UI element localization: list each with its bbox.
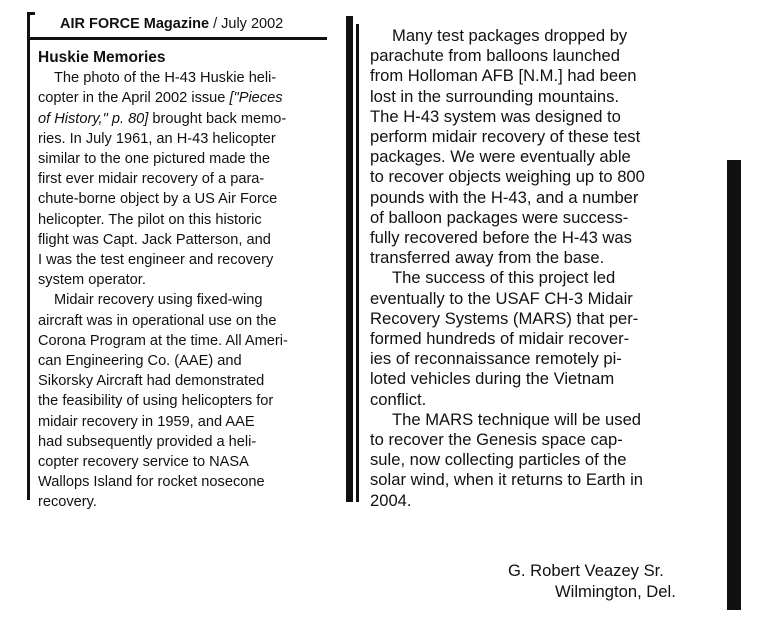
text-line: The MARS technique will be used (392, 409, 642, 429)
text-line: copter in the April 2002 issue ["Pieces (38, 90, 283, 107)
column-divider (346, 16, 353, 502)
text-line: can Engineering Co. (AAE) and (38, 353, 242, 370)
signature-name: G. Robert Veazey Sr. (508, 561, 664, 580)
text-line: midair recovery in 1959, and AAE (38, 413, 255, 430)
text-line: Corona Program at the time. All Ameri- (38, 332, 288, 349)
text-line: of History," p. 80] brought back memo- (38, 110, 287, 127)
text-line: the feasibility of using helicopters for (38, 393, 274, 410)
text-line: recovery. (38, 494, 97, 511)
text-line: Midair recovery using fixed-wing (54, 292, 263, 309)
text-line: from Holloman AFB [N.M.] had been (370, 66, 637, 86)
text-line: lost in the surrounding mountains. (370, 86, 620, 106)
magazine-title: AIR FORCE Magazine (60, 16, 210, 32)
issue-date: / July 2002 (209, 16, 284, 32)
masthead-underline (27, 37, 327, 40)
text-line: to recover objects weighing up to 800 (370, 167, 645, 187)
text-line: flight was Capt. Jack Patterson, and (38, 231, 271, 248)
text-line: pounds with the H-43, and a number (370, 187, 639, 207)
text-line: system operator. (38, 272, 146, 289)
text-line: 2004. (370, 490, 412, 510)
text-line: ries. In July 1961, an H-43 helicopter (38, 130, 276, 147)
text-line: aircraft was in operational use on the (38, 312, 277, 329)
text-line: parachute from balloons launched (370, 46, 620, 66)
text-line: perform midair recovery of these test (370, 127, 641, 147)
text-line: Many test packages dropped by (392, 26, 628, 45)
text-line: had subsequently provided a heli- (38, 433, 257, 450)
citation: of History," p. 80] (38, 110, 149, 127)
letter-column-left (38, 48, 288, 513)
text-line: Wallops Island for rocket nosecone (38, 474, 265, 491)
text-line: fully recovered before the H-43 was (370, 228, 632, 248)
text-line: formed hundreds of midair recover- (370, 329, 630, 349)
clipping-left-border (27, 12, 30, 500)
text-line: copter recovery service to NASA (38, 454, 249, 471)
text-line: packages. We were eventually able (370, 147, 631, 167)
text-line: Recovery Systems (MARS) that per- (370, 308, 639, 328)
text-line: ies of reconnaissance remotely pi- (370, 349, 622, 369)
text-line: conflict. (370, 389, 427, 409)
text-line: first ever midair recovery of a para- (38, 171, 265, 188)
letter-column-right (370, 26, 645, 511)
letter-headline: Huskie Memories (38, 49, 166, 66)
text-line: to recover the Genesis space cap- (370, 430, 623, 450)
text-line: The H-43 system was designed to (370, 106, 621, 126)
text-line: loted vehicles during the Vietnam (370, 369, 615, 389)
clipping-right-border (727, 160, 741, 610)
text-line: of balloon packages were success- (370, 207, 629, 227)
text-line: transferred away from the base. (370, 248, 605, 268)
column-divider-right (356, 24, 359, 502)
citation: ["Pieces (229, 90, 283, 107)
text-line: chute-borne object by a US Air Force (38, 191, 278, 208)
text-line: The photo of the H-43 Huskie heli- (54, 70, 277, 87)
text-line: solar wind, when it returns to Earth in (370, 470, 644, 490)
text-line: I was the test engineer and recovery (38, 252, 274, 269)
clipping-top-border (27, 12, 35, 15)
text-line: similar to the one pictured made the (38, 151, 271, 168)
signature-place: Wilmington, Del. (555, 582, 676, 601)
text-line: helicopter. The pilot on this historic (38, 211, 262, 228)
text-line: Sikorsky Aircraft had demonstrated (38, 373, 265, 390)
text-line: eventually to the USAF CH-3 Midair (370, 288, 633, 308)
text-line: sule, now collecting particles of the (370, 450, 627, 470)
text-line: The success of this project led (392, 268, 616, 288)
masthead (60, 16, 283, 32)
